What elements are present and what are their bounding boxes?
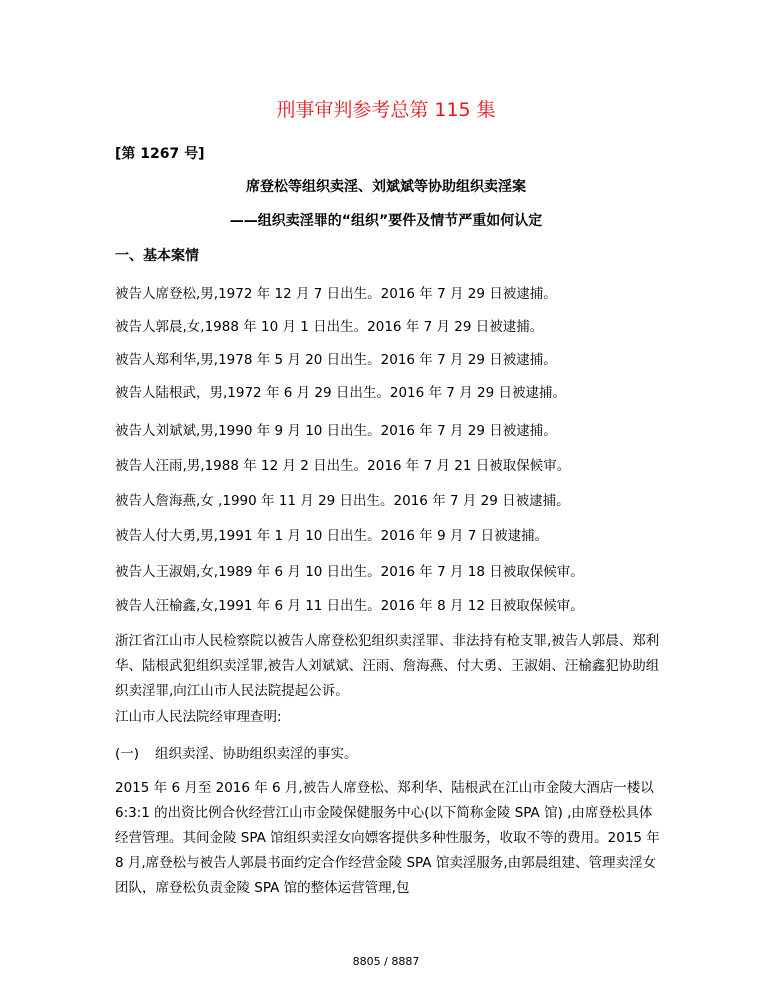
numbered-item	[115, 742, 660, 767]
defendant-line: 被告人付大勇,男,1991 年 1 月 10 日出生。2016 年 9 月 7 日被逮捕。	[115, 528, 549, 544]
prosecution-paragraph: 浙江省江山市人民检察院以被告人席登松犯组织卖淫罪、非法持有枪支罪,被告人郭晨、郑利华、陆根武犯组织卖淫罪,被告人刘斌斌、汪雨、詹海燕、付大勇、王淑娟、汪榆鑫犯协助组织卖淫罪,向江山市人民法院提起公诉。	[115, 633, 660, 699]
defendant-line: 被告人席登松,男,1972 年 12 月 7 日出生。2016 年 7 月 29 日被逮捕。	[115, 286, 557, 302]
facts-paragraph: 2015 年 6 月至 2016 年 6 月,被告人席登松、郑利华、陆根武在江山市金陵大酒店一楼以 6:3:1 的出资比例合伙经营江山市金陵保健服务中心(以下简称金陵 SPA 馆) ,由席登松具体经营管理。其间金陵 SPA 馆组织卖淫女向嫖客提供多种性服务，收取不等的费用。2015 年 8 月,席登松与被告人郭晨书面约定合作经营金陵 SPA 馆卖淫服务,由郭晨组建、管理卖淫女团队，席登松负责金陵 SPA 馆的整体运营管理,包	[115, 780, 660, 896]
defendant-line: 被告人郑利华,男,1978 年 5 月 20 日出生。2016 年 7 月 29 日被逮捕。	[115, 352, 557, 368]
item-text: 组织卖淫、协助组织卖淫的事实。	[155, 746, 358, 762]
defendant-line: 被告人郭晨,女,1988 年 10 月 1 日出生。2016 年 7 月 29 日被逮捕。	[115, 319, 544, 335]
case-subtitle: ——组织卖淫罪的“组织”要件及情节严重如何认定	[229, 213, 543, 229]
item-label: (一)	[115, 746, 140, 762]
document-title: 刑事审判参考总第 115 集	[276, 99, 496, 121]
section-heading: 一、基本案情	[115, 248, 199, 264]
case-number: [第 1267 号]	[115, 146, 205, 162]
court-finding: 江山市人民法院经审理查明:	[115, 709, 282, 725]
defendant-line: 被告人刘斌斌,男,1990 年 9 月 10 日出生。2016 年 7 月 29 日被逮捕。	[115, 423, 557, 439]
defendant-line: 被告人王淑娟,女,1989 年 6 月 10 日出生。2016 年 7 月 18 日被取保候审。	[115, 564, 584, 580]
case-title: 席登松等组织卖淫、刘斌斌等协助组织卖淫案	[246, 179, 526, 195]
page-number: 8805 / 8887	[352, 955, 420, 968]
defendant-line: 被告人汪雨,男,1988 年 12 月 2 日出生。2016 年 7 月 21 日被取保候审。	[115, 458, 571, 474]
defendant-line: 被告人詹海燕,女 ,1990 年 11 月 29 日出生。2016 年 7 月 29 日被逮捕。	[115, 493, 570, 509]
defendant-line: 被告人汪榆鑫,女,1991 年 6 月 11 日出生。2016 年 8 月 12 日被取保候审。	[115, 598, 584, 614]
defendant-line: 被告人陆根武，男,1972 年 6 月 29 日出生。2016 年 7 月 29 日被逮捕。	[115, 385, 566, 401]
